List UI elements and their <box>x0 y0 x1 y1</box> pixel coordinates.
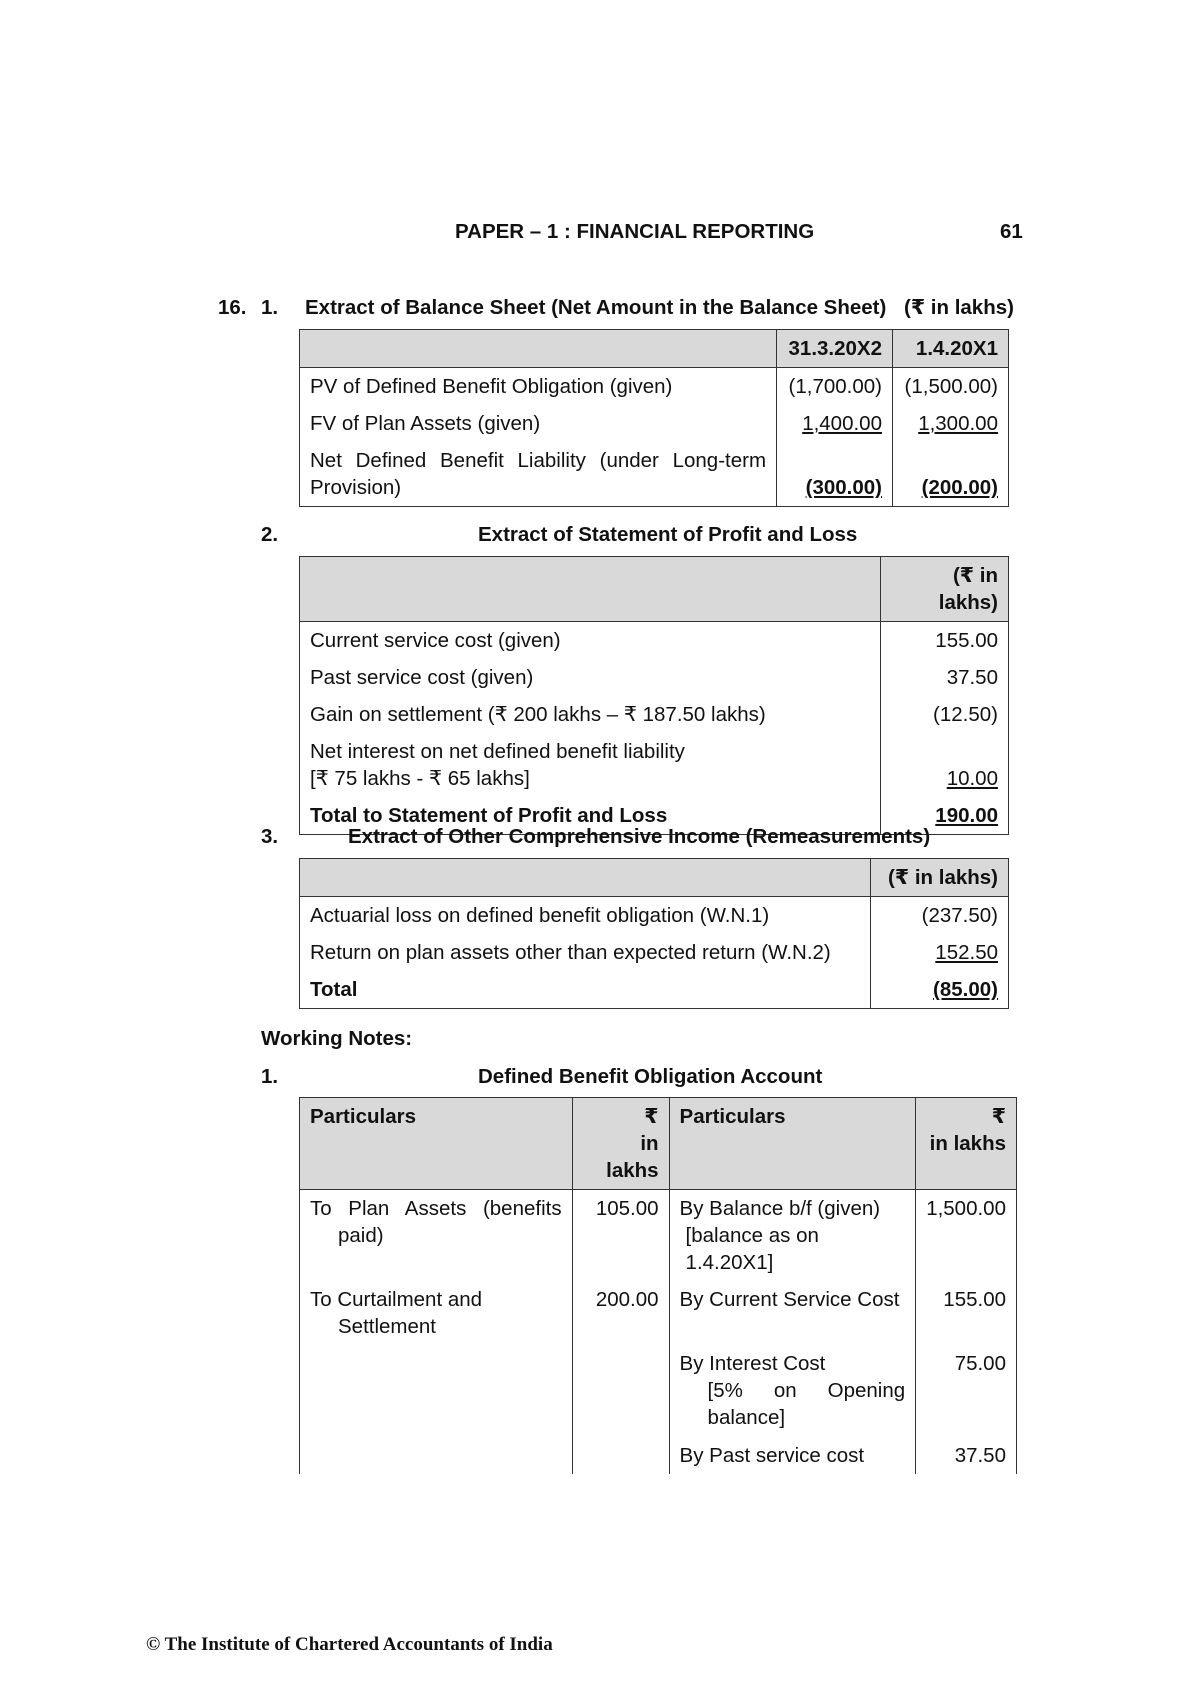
dbo-right-label-line: By Balance b/f (given) <box>679 1197 881 1221</box>
pl-row-label-line: Net interest on net defined benefit liability <box>310 740 685 764</box>
bs-row-value: 1,300.00 <box>893 405 1009 442</box>
section1-number: 1. <box>261 296 279 319</box>
dbo-left-empty <box>300 1345 573 1436</box>
pl-row-label: Gain on settlement (₹ 200 lakhs – ₹ 187.50 lakhs) <box>300 696 881 733</box>
dbo-left-value: 200.00 <box>572 1281 669 1345</box>
dbo-header-amount-left <box>572 1098 669 1190</box>
dbo-header-particulars-right: Particulars <box>669 1098 916 1190</box>
dbo-right-value: 37.50 <box>916 1437 1017 1474</box>
dbo-left-label <box>300 1190 573 1282</box>
bs-row-label: PV of Defined Benefit Obligation (given) <box>300 368 777 406</box>
bs-row-label-line: Net Defined Benefit Liability (under Long-term <box>310 449 767 473</box>
dbo-header-amount-right <box>916 1098 1017 1190</box>
bs-row-value: (200.00) <box>893 442 1009 507</box>
bs-row-label <box>300 442 777 507</box>
note1-number: 1. <box>261 1065 279 1088</box>
dbo-right-label-line: [balance as on 1.4.20X1] <box>685 1224 819 1275</box>
pl-total-value: 190.00 <box>881 797 1009 835</box>
dbo-left-label-line: To Curtailment and <box>310 1288 483 1312</box>
oci-row-value: 152.50 <box>871 934 1009 971</box>
note1-title: Defined Benefit Obligation Account <box>478 1065 823 1088</box>
pl-row-label: Current service cost (given) <box>300 622 881 660</box>
dbo-left-label-line: Settlement <box>338 1315 436 1339</box>
footer-copyright: © The Institute of Chartered Accountants of India <box>146 1634 553 1655</box>
page-header-title: PAPER – 1 : FINANCIAL REPORTING <box>455 220 815 243</box>
dbo-right-value: 155.00 <box>916 1281 1017 1345</box>
pl-unit-header: (₹ in lakhs) <box>881 557 1009 622</box>
pl-total-label: Total to Statement of Profit and Loss <box>300 797 881 835</box>
section2-title: Extract of Statement of Profit and Loss <box>478 523 858 546</box>
page-number: 61 <box>1000 220 1023 243</box>
oci-row-label: Actuarial loss on defined benefit obligation (W.N.1) <box>300 897 871 935</box>
bs-row-value: 1,400.00 <box>777 405 893 442</box>
dbo-right-label-line: [5% on Opening <box>707 1379 906 1403</box>
pl-header-blank <box>300 557 881 622</box>
oci-header-blank <box>300 859 871 897</box>
rupee-symbol: ₹ <box>644 1105 659 1128</box>
balance-sheet-table <box>299 329 1009 507</box>
pl-row-label-line: [₹ 75 lakhs - ₹ 65 lakhs] <box>310 767 530 791</box>
in-lakhs-label: in lakhs <box>929 1132 1006 1156</box>
dbo-left-value: 105.00 <box>572 1190 669 1282</box>
pl-row-value: (12.50) <box>881 696 1009 733</box>
oci-row-value: (237.50) <box>871 897 1009 935</box>
dbo-right-label: By Current Service Cost <box>669 1281 916 1345</box>
section1-unit: (₹ in lakhs) <box>904 296 1014 319</box>
dbo-right-label <box>669 1345 916 1436</box>
rupee-symbol: ₹ <box>991 1105 1006 1128</box>
working-notes-heading: Working Notes: <box>261 1027 413 1050</box>
section3-title: Extract of Other Comprehensive Income (Remeasurements) <box>348 825 931 848</box>
dbo-left-empty <box>300 1437 573 1474</box>
dbo-left-label-line: To Plan Assets (benefits <box>310 1197 562 1221</box>
section3-number: 3. <box>261 825 279 848</box>
balance-sheet-header-blank <box>300 330 777 368</box>
bs-row-value: (1,500.00) <box>893 368 1009 406</box>
oci-row-label: Return on plan assets other than expected return (W.N.2) <box>300 934 871 971</box>
pl-row-value: 155.00 <box>881 622 1009 660</box>
question-number: 16. <box>218 296 247 319</box>
column-header-1: 1.4.20X1 <box>893 330 1009 368</box>
oci-total-label: Total <box>300 971 871 1009</box>
profit-loss-table <box>299 556 1009 835</box>
dbo-right-label-line: By Interest Cost <box>679 1352 826 1376</box>
dbo-header-particulars-left: Particulars <box>300 1098 573 1190</box>
pl-row-value: 37.50 <box>881 659 1009 696</box>
dbo-left-empty-value <box>572 1437 669 1474</box>
dbo-right-value: 1,500.00 <box>916 1190 1017 1282</box>
pl-row-value: 10.00 <box>881 733 1009 797</box>
section2-number: 2. <box>261 523 279 546</box>
dbo-left-label <box>300 1281 573 1345</box>
dbo-left-label-line: paid) <box>338 1224 384 1248</box>
bs-row-value: (300.00) <box>777 442 893 507</box>
dbo-account-table <box>299 1097 1017 1474</box>
pl-row-label <box>300 733 881 797</box>
bs-row-label: FV of Plan Assets (given) <box>300 405 777 442</box>
dbo-right-label: By Past service cost <box>669 1437 916 1474</box>
dbo-left-empty-value <box>572 1345 669 1436</box>
bs-row-value: (1,700.00) <box>777 368 893 406</box>
oci-table <box>299 858 1009 1009</box>
dbo-right-label <box>669 1190 916 1282</box>
oci-unit-header: (₹ in lakhs) <box>871 859 1009 897</box>
in-lakhs-label: in lakhs <box>606 1132 659 1183</box>
pl-row-label: Past service cost (given) <box>300 659 881 696</box>
section1-title: Extract of Balance Sheet (Net Amount in the Balance Sheet) <box>305 296 887 319</box>
oci-total-value: (85.00) <box>871 971 1009 1009</box>
dbo-right-label-line: balance] <box>707 1406 786 1430</box>
bs-row-label-line: Provision) <box>310 476 402 500</box>
column-header-2: 31.3.20X2 <box>777 330 893 368</box>
dbo-right-value: 75.00 <box>916 1345 1017 1436</box>
